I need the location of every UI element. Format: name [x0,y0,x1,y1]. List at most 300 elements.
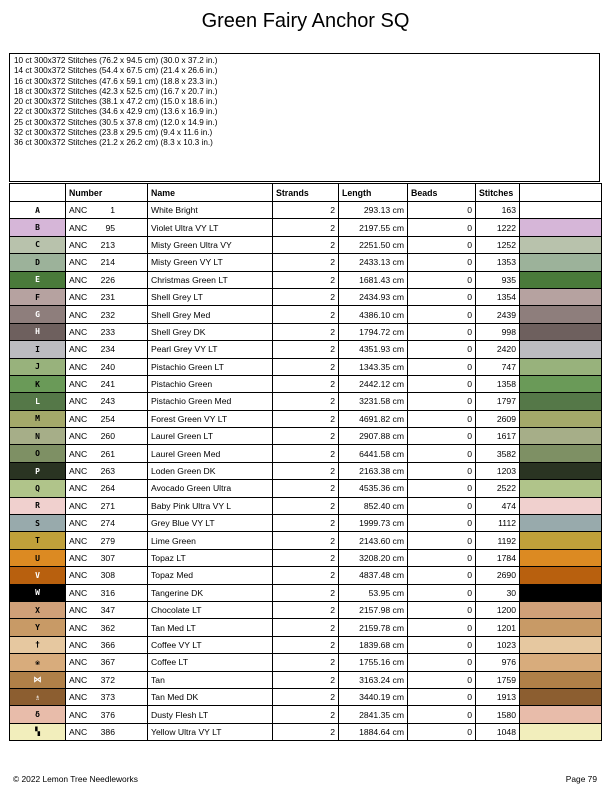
beads-cell: 0 [408,671,476,688]
color-swatch [520,654,602,671]
table-row [10,202,602,219]
floss-code: 241 [100,379,115,390]
length-cell: 4386.10 cm [339,306,408,323]
number-cell [66,445,148,462]
length-cell: 3231.58 cm [339,393,408,410]
brand-label: ANC [69,587,88,598]
color-swatch [520,375,602,392]
brand-label: ANC [69,605,88,616]
color-swatch [520,688,602,705]
beads-cell: 0 [408,341,476,358]
name-cell: Topaz LT [148,549,273,566]
strands-cell: 2 [273,497,339,514]
strands-cell: 2 [273,462,339,479]
header-number: Number [66,184,148,202]
name-cell: Pistachio Green LT [148,358,273,375]
table-row [10,601,602,618]
number-cell [66,654,148,671]
color-swatch [520,288,602,305]
brand-label: ANC [69,309,88,320]
table-row [10,358,602,375]
brand-label: ANC [69,361,88,372]
beads-cell: 0 [408,219,476,236]
name-cell: Yellow Ultra VY LT [148,723,273,740]
name-cell: Shell Grey LT [148,288,273,305]
stitches-cell: 2609 [476,410,520,427]
beads-cell: 0 [408,254,476,271]
number-cell [66,288,148,305]
name-cell: Tan Med DK [148,688,273,705]
name-cell: Laurel Green Med [148,445,273,462]
number-cell [66,393,148,410]
floss-code: 373 [100,692,115,703]
number-cell [66,515,148,532]
beads-cell: 0 [408,271,476,288]
stitches-cell: 2420 [476,341,520,358]
table-row [10,515,602,532]
floss-code: 271 [100,500,115,511]
strands-cell: 2 [273,375,339,392]
beads-cell: 0 [408,497,476,514]
color-swatch [520,723,602,740]
table-row [10,219,602,236]
brand-label: ANC [69,274,88,285]
stitches-cell: 2522 [476,480,520,497]
stitches-cell: 1200 [476,601,520,618]
name-cell: Shell Grey DK [148,323,273,340]
color-swatch [520,271,602,288]
length-cell: 293.13 cm [339,202,408,219]
color-swatch [520,393,602,410]
length-cell: 852.40 cm [339,497,408,514]
floss-code: 240 [100,361,115,372]
strands-cell: 2 [273,410,339,427]
name-cell: Lime Green [148,532,273,549]
beads-cell: 0 [408,393,476,410]
beads-cell: 0 [408,323,476,340]
floss-code: 231 [100,292,115,303]
name-cell: Shell Grey Med [148,306,273,323]
stitches-cell: 2690 [476,567,520,584]
brand-label: ANC [69,292,88,303]
name-cell: Dusty Flesh LT [148,706,273,723]
page-number: Page 79 [565,774,597,784]
strands-cell: 2 [273,341,339,358]
length-cell: 2143.60 cm [339,532,408,549]
beads-cell: 0 [408,236,476,253]
stitches-cell: 1203 [476,462,520,479]
floss-code: 279 [100,535,115,546]
strands-cell: 2 [273,601,339,618]
color-swatch [520,219,602,236]
symbol-cell: δ [10,706,66,723]
number-cell [66,706,148,723]
beads-cell: 0 [408,375,476,392]
table-header-row [10,184,602,202]
length-cell: 1755.16 cm [339,654,408,671]
header-beads: Beads [408,184,476,202]
length-cell: 4535.36 cm [339,480,408,497]
table-row [10,323,602,340]
fabric-sizes-box [9,53,600,182]
name-cell: Christmas Green LT [148,271,273,288]
fabric-size-line: 10 ct 300x372 Stitches (76.2 x 94.5 cm) (30.0 x 37.2 in.) [14,56,218,65]
length-cell: 1681.43 cm [339,271,408,288]
color-swatch [520,341,602,358]
symbol-cell: K [10,375,66,392]
beads-cell: 0 [408,445,476,462]
strands-cell: 2 [273,219,339,236]
strands-cell: 2 [273,636,339,653]
beads-cell: 0 [408,636,476,653]
table-row [10,480,602,497]
brand-label: ANC [69,431,88,442]
beads-cell: 0 [408,428,476,445]
name-cell: Tan Med LT [148,619,273,636]
table-row [10,619,602,636]
symbol-cell: Q [10,480,66,497]
header-symbol [10,184,66,202]
length-cell: 2197.55 cm [339,219,408,236]
beads-cell: 0 [408,515,476,532]
beads-cell: 0 [408,706,476,723]
length-cell: 53.95 cm [339,584,408,601]
header-name: Name [148,184,273,202]
length-cell: 4837.48 cm [339,567,408,584]
strands-cell: 2 [273,306,339,323]
symbol-cell: N [10,428,66,445]
beads-cell: 0 [408,567,476,584]
number-cell [66,584,148,601]
beads-cell: 0 [408,480,476,497]
length-cell: 2434.93 cm [339,288,408,305]
number-cell [66,480,148,497]
stitches-cell: 1023 [476,636,520,653]
floss-code: 226 [100,274,115,285]
symbol-cell: E [10,271,66,288]
number-cell [66,688,148,705]
number-cell [66,323,148,340]
length-cell: 1343.35 cm [339,358,408,375]
floss-code: 261 [100,448,115,459]
brand-label: ANC [69,448,88,459]
strands-cell: 2 [273,323,339,340]
floss-code: 263 [100,466,115,477]
table-row [10,567,602,584]
number-cell [66,636,148,653]
name-cell: Chocolate LT [148,601,273,618]
name-cell: Tangerine DK [148,584,273,601]
symbol-cell: † [10,636,66,653]
strands-cell: 2 [273,480,339,497]
table-row [10,236,602,253]
name-cell: Topaz Med [148,567,273,584]
stitches-cell: 1201 [476,619,520,636]
strands-cell: 2 [273,445,339,462]
brand-label: ANC [69,396,88,407]
name-cell: Grey Blue VY LT [148,515,273,532]
floss-code: 274 [100,518,115,529]
floss-code: 316 [100,587,115,598]
fabric-size-line: 32 ct 300x372 Stitches (23.8 x 29.5 cm) (9.4 x 11.6 in.) [14,128,213,138]
floss-code: 213 [100,239,115,250]
floss-code: 376 [100,709,115,720]
stitches-cell: 1617 [476,428,520,445]
number-cell [66,671,148,688]
beads-cell: 0 [408,723,476,740]
symbol-cell: B [10,219,66,236]
stitches-cell: 1759 [476,671,520,688]
brand-label: ANC [69,379,88,390]
header-stitches: Stitches [476,184,520,202]
floss-code: 347 [100,605,115,616]
floss-code: 214 [100,257,115,268]
length-cell: 2907.88 cm [339,428,408,445]
color-swatch [520,515,602,532]
strands-cell: 2 [273,358,339,375]
strands-cell: 2 [273,654,339,671]
symbol-cell: A [10,202,66,219]
name-cell: Forest Green VY LT [148,410,273,427]
name-cell: Violet Ultra VY LT [148,219,273,236]
brand-label: ANC [69,726,88,737]
beads-cell: 0 [408,584,476,601]
number-cell [66,236,148,253]
symbol-cell: F [10,288,66,305]
table-row [10,584,602,601]
name-cell: Coffee VY LT [148,636,273,653]
name-cell: Misty Green Ultra VY [148,236,273,253]
color-swatch [520,567,602,584]
beads-cell: 0 [408,532,476,549]
copyright: © 2022 Lemon Tree Needleworks [13,774,138,784]
color-swatch [520,410,602,427]
stitches-cell: 3582 [476,445,520,462]
number-cell [66,462,148,479]
table-row [10,428,602,445]
color-swatch [520,532,602,549]
number-cell [66,549,148,566]
stitches-cell: 1358 [476,375,520,392]
color-swatch [520,358,602,375]
stitches-cell: 1222 [476,219,520,236]
floss-code: 307 [100,553,115,563]
beads-cell: 0 [408,654,476,671]
strands-cell: 2 [273,549,339,566]
floss-code: 233 [100,326,115,337]
name-cell: Avocado Green Ultra [148,480,273,497]
symbol-cell: Y [10,619,66,636]
brand-label: ANC [69,692,88,703]
floss-code: 264 [100,483,115,494]
color-swatch [520,445,602,462]
brand-label: ANC [69,657,88,668]
beads-cell: 0 [408,410,476,427]
symbol-cell: ⋈ [10,671,66,688]
strands-cell: 2 [273,706,339,723]
brand-label: ANC [69,709,88,720]
name-cell: Pistachio Green [148,375,273,392]
number-cell [66,341,148,358]
stitches-cell: 998 [476,323,520,340]
brand-label: ANC [69,500,88,511]
number-cell [66,375,148,392]
brand-label: ANC [69,257,88,268]
strands-cell: 2 [273,619,339,636]
table-row [10,393,602,410]
length-cell: 4351.93 cm [339,341,408,358]
length-cell: 2442.12 cm [339,375,408,392]
name-cell: Coffee LT [148,654,273,671]
symbol-cell: M [10,410,66,427]
symbol-cell: ❀ [10,654,66,671]
length-cell: 2159.78 cm [339,619,408,636]
symbol-cell: W [10,584,66,601]
strands-cell: 2 [273,254,339,271]
length-cell: 3163.24 cm [339,671,408,688]
stitches-cell: 935 [476,271,520,288]
floss-key-table [9,183,602,741]
color-swatch [520,428,602,445]
color-swatch [520,306,602,323]
symbol-cell: T [10,532,66,549]
symbol-cell: O [10,445,66,462]
table-row [10,671,602,688]
brand-label: ANC [69,483,88,494]
stitches-cell: 1354 [476,288,520,305]
length-cell: 4691.82 cm [339,410,408,427]
number-cell [66,619,148,636]
table-row [10,549,602,566]
table-row [10,688,602,705]
length-cell: 6441.58 cm [339,445,408,462]
color-swatch [520,619,602,636]
table-row [10,636,602,653]
symbol-cell: L [10,393,66,410]
beads-cell: 0 [408,306,476,323]
number-cell [66,567,148,584]
beads-cell: 0 [408,601,476,618]
table-row [10,375,602,392]
floss-code: 367 [100,657,115,668]
fabric-size-line: 25 ct 300x372 Stitches (30.5 x 37.8 cm) (12.0 x 14.9 in.) [14,117,218,127]
name-cell: Loden Green DK [148,462,273,479]
table-row [10,271,602,288]
length-cell: 2841.35 cm [339,706,408,723]
number-cell [66,410,148,427]
brand-label: ANC [69,344,88,355]
name-cell: Pearl Grey VY LT [148,341,273,358]
symbol-cell: S [10,515,66,532]
table-row [10,410,602,427]
brand-label: ANC [69,413,88,424]
stitches-cell: 1112 [476,515,520,532]
table-row [10,462,602,479]
color-swatch [520,236,602,253]
strands-cell: 2 [273,671,339,688]
strands-cell: 2 [273,236,339,253]
brand-label: ANC [69,553,88,563]
strands-cell: 2 [273,202,339,219]
length-cell: 2433.13 cm [339,254,408,271]
strands-cell: 2 [273,288,339,305]
color-swatch [520,584,602,601]
length-cell: 2163.38 cm [339,462,408,479]
table-row [10,723,602,740]
length-cell: 1999.73 cm [339,515,408,532]
strands-cell: 2 [273,688,339,705]
number-cell [66,601,148,618]
beads-cell: 0 [408,358,476,375]
brand-label: ANC [69,205,88,216]
brand-label: ANC [69,674,88,685]
brand-label: ANC [69,222,88,233]
color-swatch [520,254,602,271]
table-row [10,532,602,549]
page-title: Green Fairy Anchor SQ [201,10,410,32]
brand-label: ANC [69,466,88,477]
color-swatch [520,497,602,514]
stitches-cell: 163 [476,202,520,219]
color-swatch [520,706,602,723]
table-row [10,706,602,723]
stitches-cell: 1353 [476,254,520,271]
strands-cell: 2 [273,567,339,584]
stitches-cell: 474 [476,497,520,514]
number-cell [66,358,148,375]
length-cell: 1884.64 cm [339,723,408,740]
table-row [10,654,602,671]
symbol-cell: G [10,306,66,323]
fabric-size-line: 36 ct 300x372 Stitches (21.2 x 26.2 cm) (8.3 x 10.3 in.) [14,138,213,148]
number-cell [66,306,148,323]
symbol-cell: P [10,462,66,479]
name-cell: Laurel Green LT [148,428,273,445]
stitches-cell: 1192 [476,532,520,549]
floss-code: 366 [100,639,115,650]
brand-label: ANC [69,622,88,633]
table-row [10,254,602,271]
length-cell: 3208.20 cm [339,549,408,566]
floss-code: 372 [100,674,115,685]
symbol-cell: ▚ [10,723,66,740]
brand-label: ANC [69,570,88,581]
beads-cell: 0 [408,288,476,305]
floss-code: 260 [100,431,115,442]
symbol-cell: D [10,254,66,271]
number-cell [66,497,148,514]
stitches-cell: 1797 [476,393,520,410]
number-cell [66,532,148,549]
color-swatch [520,636,602,653]
symbol-cell: ♗ [10,688,66,705]
color-swatch [520,462,602,479]
brand-label: ANC [69,535,88,546]
length-cell: 2157.98 cm [339,601,408,618]
length-cell: 1794.72 cm [339,323,408,340]
symbol-cell: U [10,549,66,566]
fabric-size-line: 16 ct 300x372 Stitches (47.6 x 59.1 cm) (18.8 x 23.3 in.) [14,76,218,86]
stitches-cell: 1252 [476,236,520,253]
symbol-cell: R [10,497,66,514]
length-cell: 1839.68 cm [339,636,408,653]
strands-cell: 2 [273,515,339,532]
floss-code: 1 [110,205,115,216]
color-swatch [520,202,602,219]
number-cell [66,202,148,219]
strands-cell: 2 [273,428,339,445]
stitches-cell: 1784 [476,549,520,566]
